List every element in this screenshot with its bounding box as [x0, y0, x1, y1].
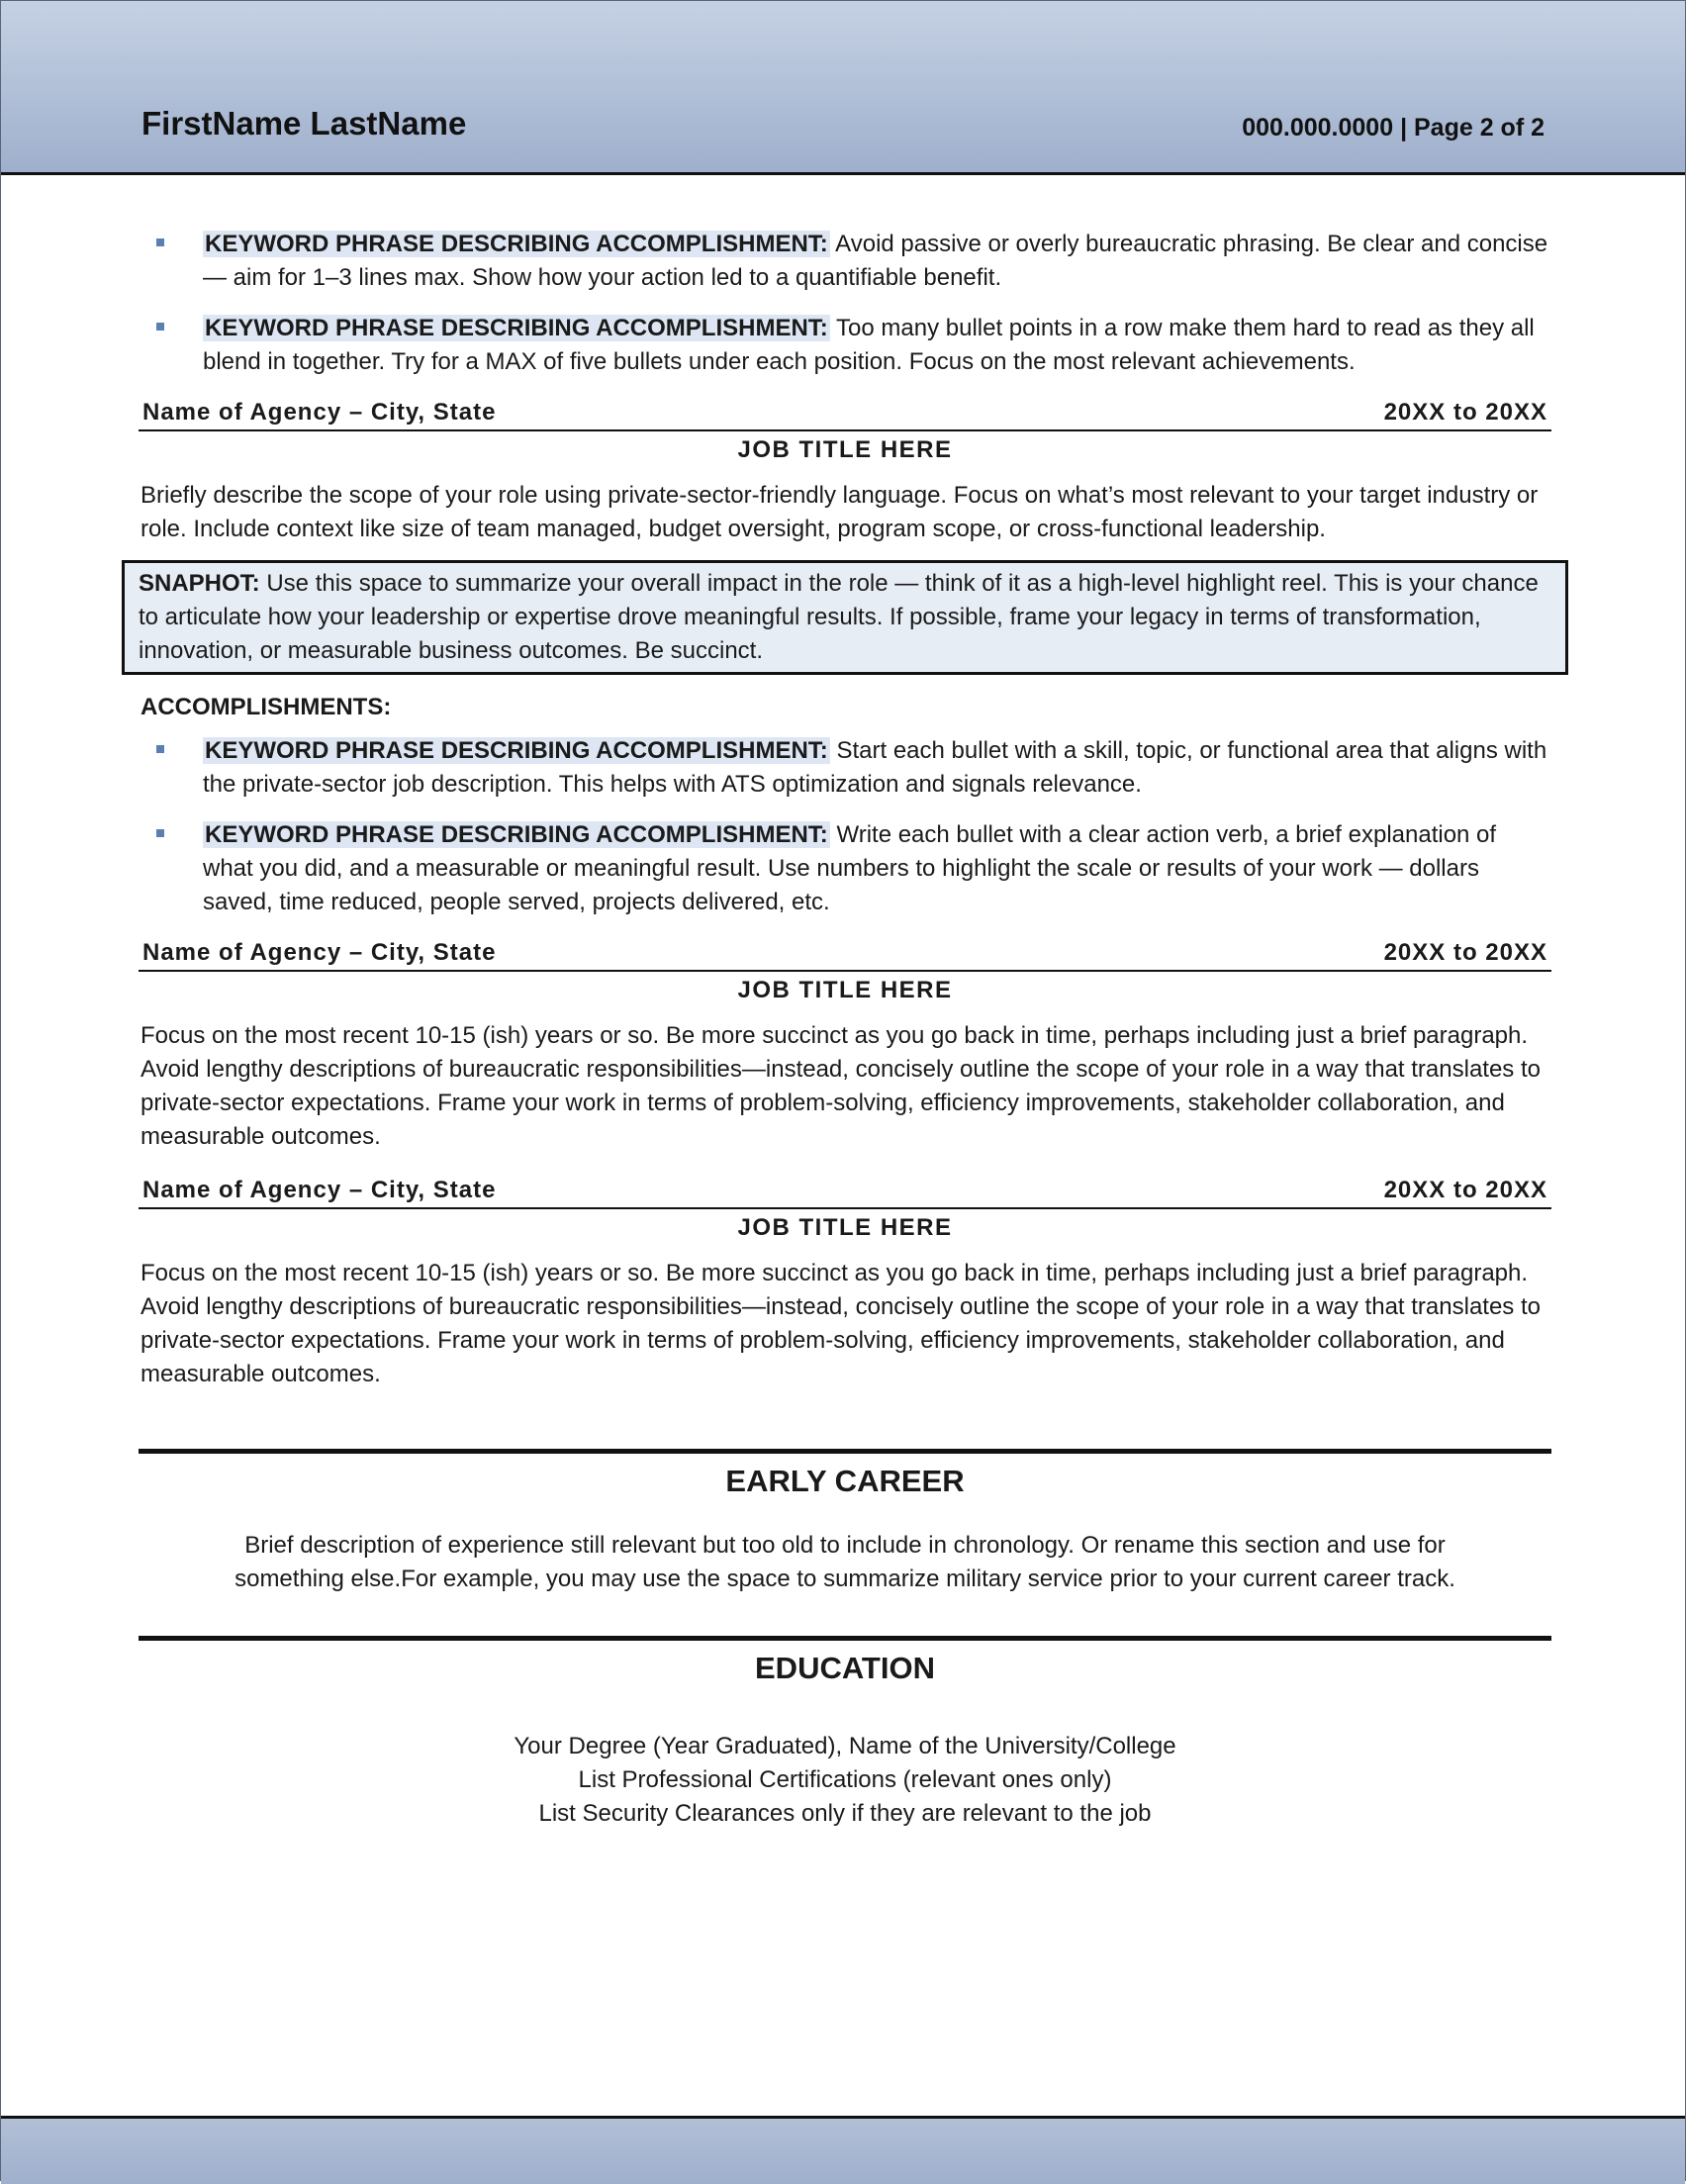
- job-dates: 20XX to 20XX: [1383, 939, 1547, 966]
- early-career-text: Brief description of experience still relevant but too old to include in chronology. Or rename this section and use for something else.For example, you may use the space to summarize military service prior to your current career track.: [234, 1532, 1455, 1592]
- job-title: JOB TITLE HERE: [737, 977, 953, 1003]
- job-dates: 20XX to 20XX: [1383, 1177, 1547, 1203]
- snapshot-text: Use this space to summarize your overall impact in the role — think of it as a high-level highlight reel. This is your chance to articulate how your leadership or expertise drove meaningful results. If possible, frame your legacy in terms of transformation, innovation, or measurable business outcomes. Be succinct.: [139, 570, 1539, 664]
- job-dates: 20XX to 20XX: [1383, 399, 1547, 426]
- bullet-square-icon: [156, 829, 164, 837]
- agency-name: Name of Agency – City, State: [142, 939, 497, 966]
- agency-name: Name of Agency – City, State: [142, 1177, 497, 1203]
- job-entry-3: [139, 1174, 1551, 1391]
- bullet-text: Start each bullet with a skill, topic, or functional area that aligns with the private-sector job description. This helps with ATS optimization and signals relevance.: [203, 737, 1547, 798]
- bullet-text: Write each bullet with a clear action verb, a brief explanation of what you did, and a measurable or meaningful result. Use numbers to highlight the scale or results of your work — dollars saved, time reduced, people served, projects delivered, etc.: [203, 821, 1497, 915]
- bullet-square-icon: [156, 323, 164, 331]
- bullet-square-icon: [156, 745, 164, 753]
- job-entry-1: [139, 396, 1551, 919]
- list-item: [139, 818, 1551, 919]
- resume-body: [139, 228, 1551, 1831]
- list-item: [139, 312, 1551, 379]
- bullet-text: Avoid passive or overly bureaucratic phrasing. Be clear and concise — aim for 1–3 lines max. Show how your action led to a quantifiable benefit.: [203, 231, 1548, 291]
- keyword-phrase: KEYWORD PHRASE DESCRIBING ACCOMPLISHMENT:: [205, 737, 828, 764]
- top-bullet-list: [139, 228, 1551, 379]
- education-line: List Professional Certifications (relevant ones only): [578, 1766, 1112, 1793]
- job-header-row: [139, 936, 1551, 972]
- header-band: [1, 1, 1685, 175]
- bullet-text: Too many bullet points in a row make them hard to read as they all blend in together. Try for a MAX of five bullets under each position. Focus on the most relevant achievements.: [203, 315, 1535, 375]
- keyword-phrase: KEYWORD PHRASE DESCRIBING ACCOMPLISHMENT:: [205, 231, 828, 257]
- snapshot-label: SNAPHOT:: [139, 570, 260, 597]
- agency-name: Name of Agency – City, State: [142, 399, 497, 426]
- job-header-row: [139, 1174, 1551, 1209]
- keyword-phrase: KEYWORD PHRASE DESCRIBING ACCOMPLISHMENT:: [205, 821, 828, 848]
- job-header-row: [139, 396, 1551, 431]
- education-heading: EDUCATION: [755, 1651, 935, 1685]
- job-description: Focus on the most recent 10-15 (ish) years or so. Be more succinct as you go back in time, perhaps including just a brief paragraph. Avoid lengthy descriptions of bureaucratic responsibilities—instead, concisely outline the scope of your role in a way that translates to private-sector expectations. Frame your work in terms of problem-solving, efficiency improvements, stakeholder collaboration, and measurable outcomes.: [140, 1022, 1541, 1150]
- education-lines: [139, 1730, 1551, 1831]
- contact-and-page: 000.000.0000 | Page 2 of 2: [1242, 114, 1545, 142]
- accomplishment-list: [139, 734, 1551, 919]
- accomplishments-label: ACCOMPLISHMENTS:: [140, 694, 392, 720]
- list-item: [139, 734, 1551, 802]
- bullet-square-icon: [156, 238, 164, 246]
- list-item: [139, 228, 1551, 295]
- candidate-name: FirstName LastName: [141, 105, 467, 142]
- job-title: JOB TITLE HERE: [737, 1214, 953, 1241]
- job-description: Briefly describe the scope of your role using private-sector-friendly language. Focus on what’s most relevant to your target industry or role. Include context like size of team managed, budget oversight, program scope, or cross-functional leadership.: [140, 482, 1539, 542]
- section-divider: [139, 1636, 1551, 1641]
- education-line: List Security Clearances only if they are relevant to the job: [538, 1800, 1152, 1827]
- job-description: Focus on the most recent 10-15 (ish) years or so. Be more succinct as you go back in time, perhaps including just a brief paragraph. Avoid lengthy descriptions of bureaucratic responsibilities—instead, concisely outline the scope of your role in a way that translates to private-sector expectations. Frame your work in terms of problem-solving, efficiency improvements, stakeholder collaboration, and measurable outcomes.: [140, 1260, 1541, 1387]
- education-line: Your Degree (Year Graduated), Name of the University/College: [514, 1733, 1176, 1759]
- snapshot-box: [122, 560, 1568, 675]
- early-career-heading: EARLY CAREER: [725, 1464, 965, 1498]
- footer-band: [1, 2116, 1685, 2184]
- keyword-phrase: KEYWORD PHRASE DESCRIBING ACCOMPLISHMENT:: [205, 315, 828, 341]
- job-entry-2: [139, 936, 1551, 1154]
- section-divider: [139, 1449, 1551, 1454]
- job-title: JOB TITLE HERE: [737, 436, 953, 463]
